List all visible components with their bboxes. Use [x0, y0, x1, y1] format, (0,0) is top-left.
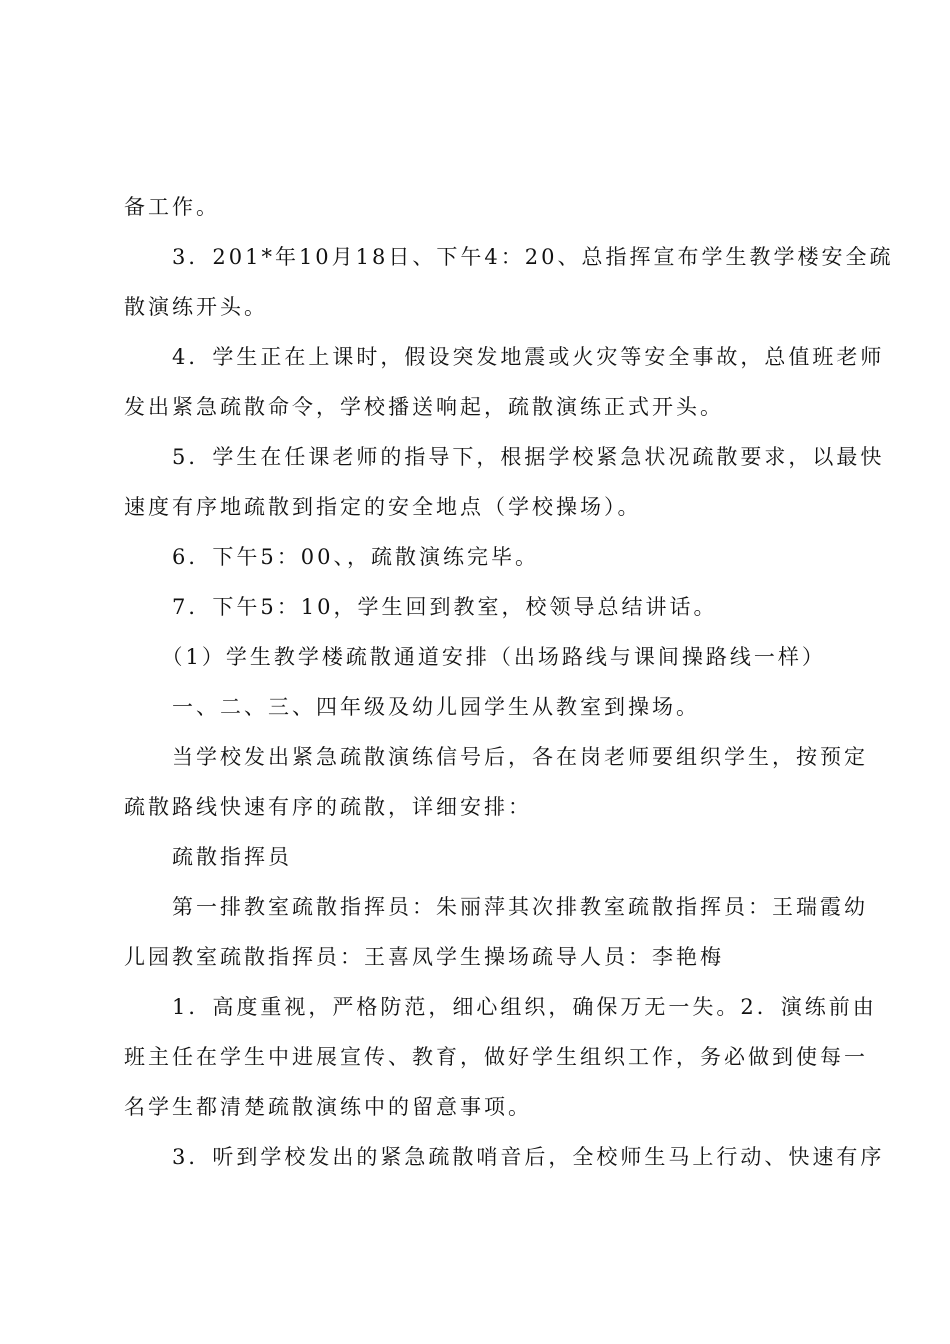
- paragraph-commanders-heading: [124, 832, 836, 882]
- paragraph-requirements: [124, 982, 877, 1132]
- paragraph-step-4: [124, 332, 885, 432]
- text-line: 名学生都清楚疏散演练中的留意事项。: [124, 1095, 532, 1119]
- paragraph-evacuation-routes: [124, 632, 836, 682]
- text-line: 儿园教室疏散指挥员：王喜凤学生操场疏导人员：李艳梅: [124, 945, 724, 969]
- text-line: 发出紧急疏散命令，学校播送响起，疏散演练正式开头。: [124, 395, 724, 419]
- text-line: 4．学生正在上课时，假设突发地震或火灾等安全事故，总值班老师: [124, 345, 885, 369]
- paragraph-step-5: [124, 432, 885, 532]
- paragraph-whistle: [124, 1132, 885, 1182]
- text-line: 速度有序地疏散到指定的安全地点（学校操场）。: [124, 495, 642, 519]
- paragraph-prep-work-end: [124, 182, 836, 232]
- paragraph-commanders-list: [124, 882, 868, 982]
- text-line: 第一排教室疏散指挥员：朱丽萍其次排教室疏散指挥员：王瑞霞幼: [124, 895, 868, 919]
- text-line: 1．高度重视，严格防范，细心组织，确保万无一失。2．演练前由: [124, 995, 877, 1019]
- paragraph-grades: [124, 682, 836, 732]
- text-line: （1）学生教学楼疏散通道安排（出场路线与课间操路线一样）: [124, 645, 826, 669]
- text-line: 5．学生在任课老师的指导下，根据学校紧急状况疏散要求，以最快: [124, 445, 885, 469]
- paragraph-step-3: [124, 232, 894, 332]
- paragraph-signal: [124, 732, 868, 832]
- text-line: 7．下午5：10，学生回到教室，校领导总结讲话。: [124, 595, 718, 619]
- text-line: 6．下午5：00、，疏散演练完毕。: [124, 545, 539, 569]
- text-line: 疏散指挥员: [124, 845, 292, 869]
- paragraph-step-6: [124, 532, 836, 582]
- text-line: 当学校发出紧急疏散演练信号后，各在岗老师要组织学生，按预定: [124, 745, 868, 769]
- text-line: 3．听到学校发出的紧急疏散哨音后，全校师生马上行动、快速有序: [124, 1145, 885, 1169]
- text-line: 疏散路线快速有序的疏散，详细安排：: [124, 795, 532, 819]
- text-line: 一、二、三、四年级及幼儿园学生从教室到操场。: [124, 695, 700, 719]
- paragraph-step-7: [124, 582, 836, 632]
- text-line: 班主任在学生中进展宣传、教育，做好学生组织工作，务必做到使每一: [124, 1045, 868, 1069]
- text-line: 3．201*年10月18日、下午4：20、总指挥宣布学生教学楼安全疏: [124, 245, 894, 269]
- text-line: 散演练开头。: [124, 295, 268, 319]
- text-line: 备工作。: [124, 195, 220, 219]
